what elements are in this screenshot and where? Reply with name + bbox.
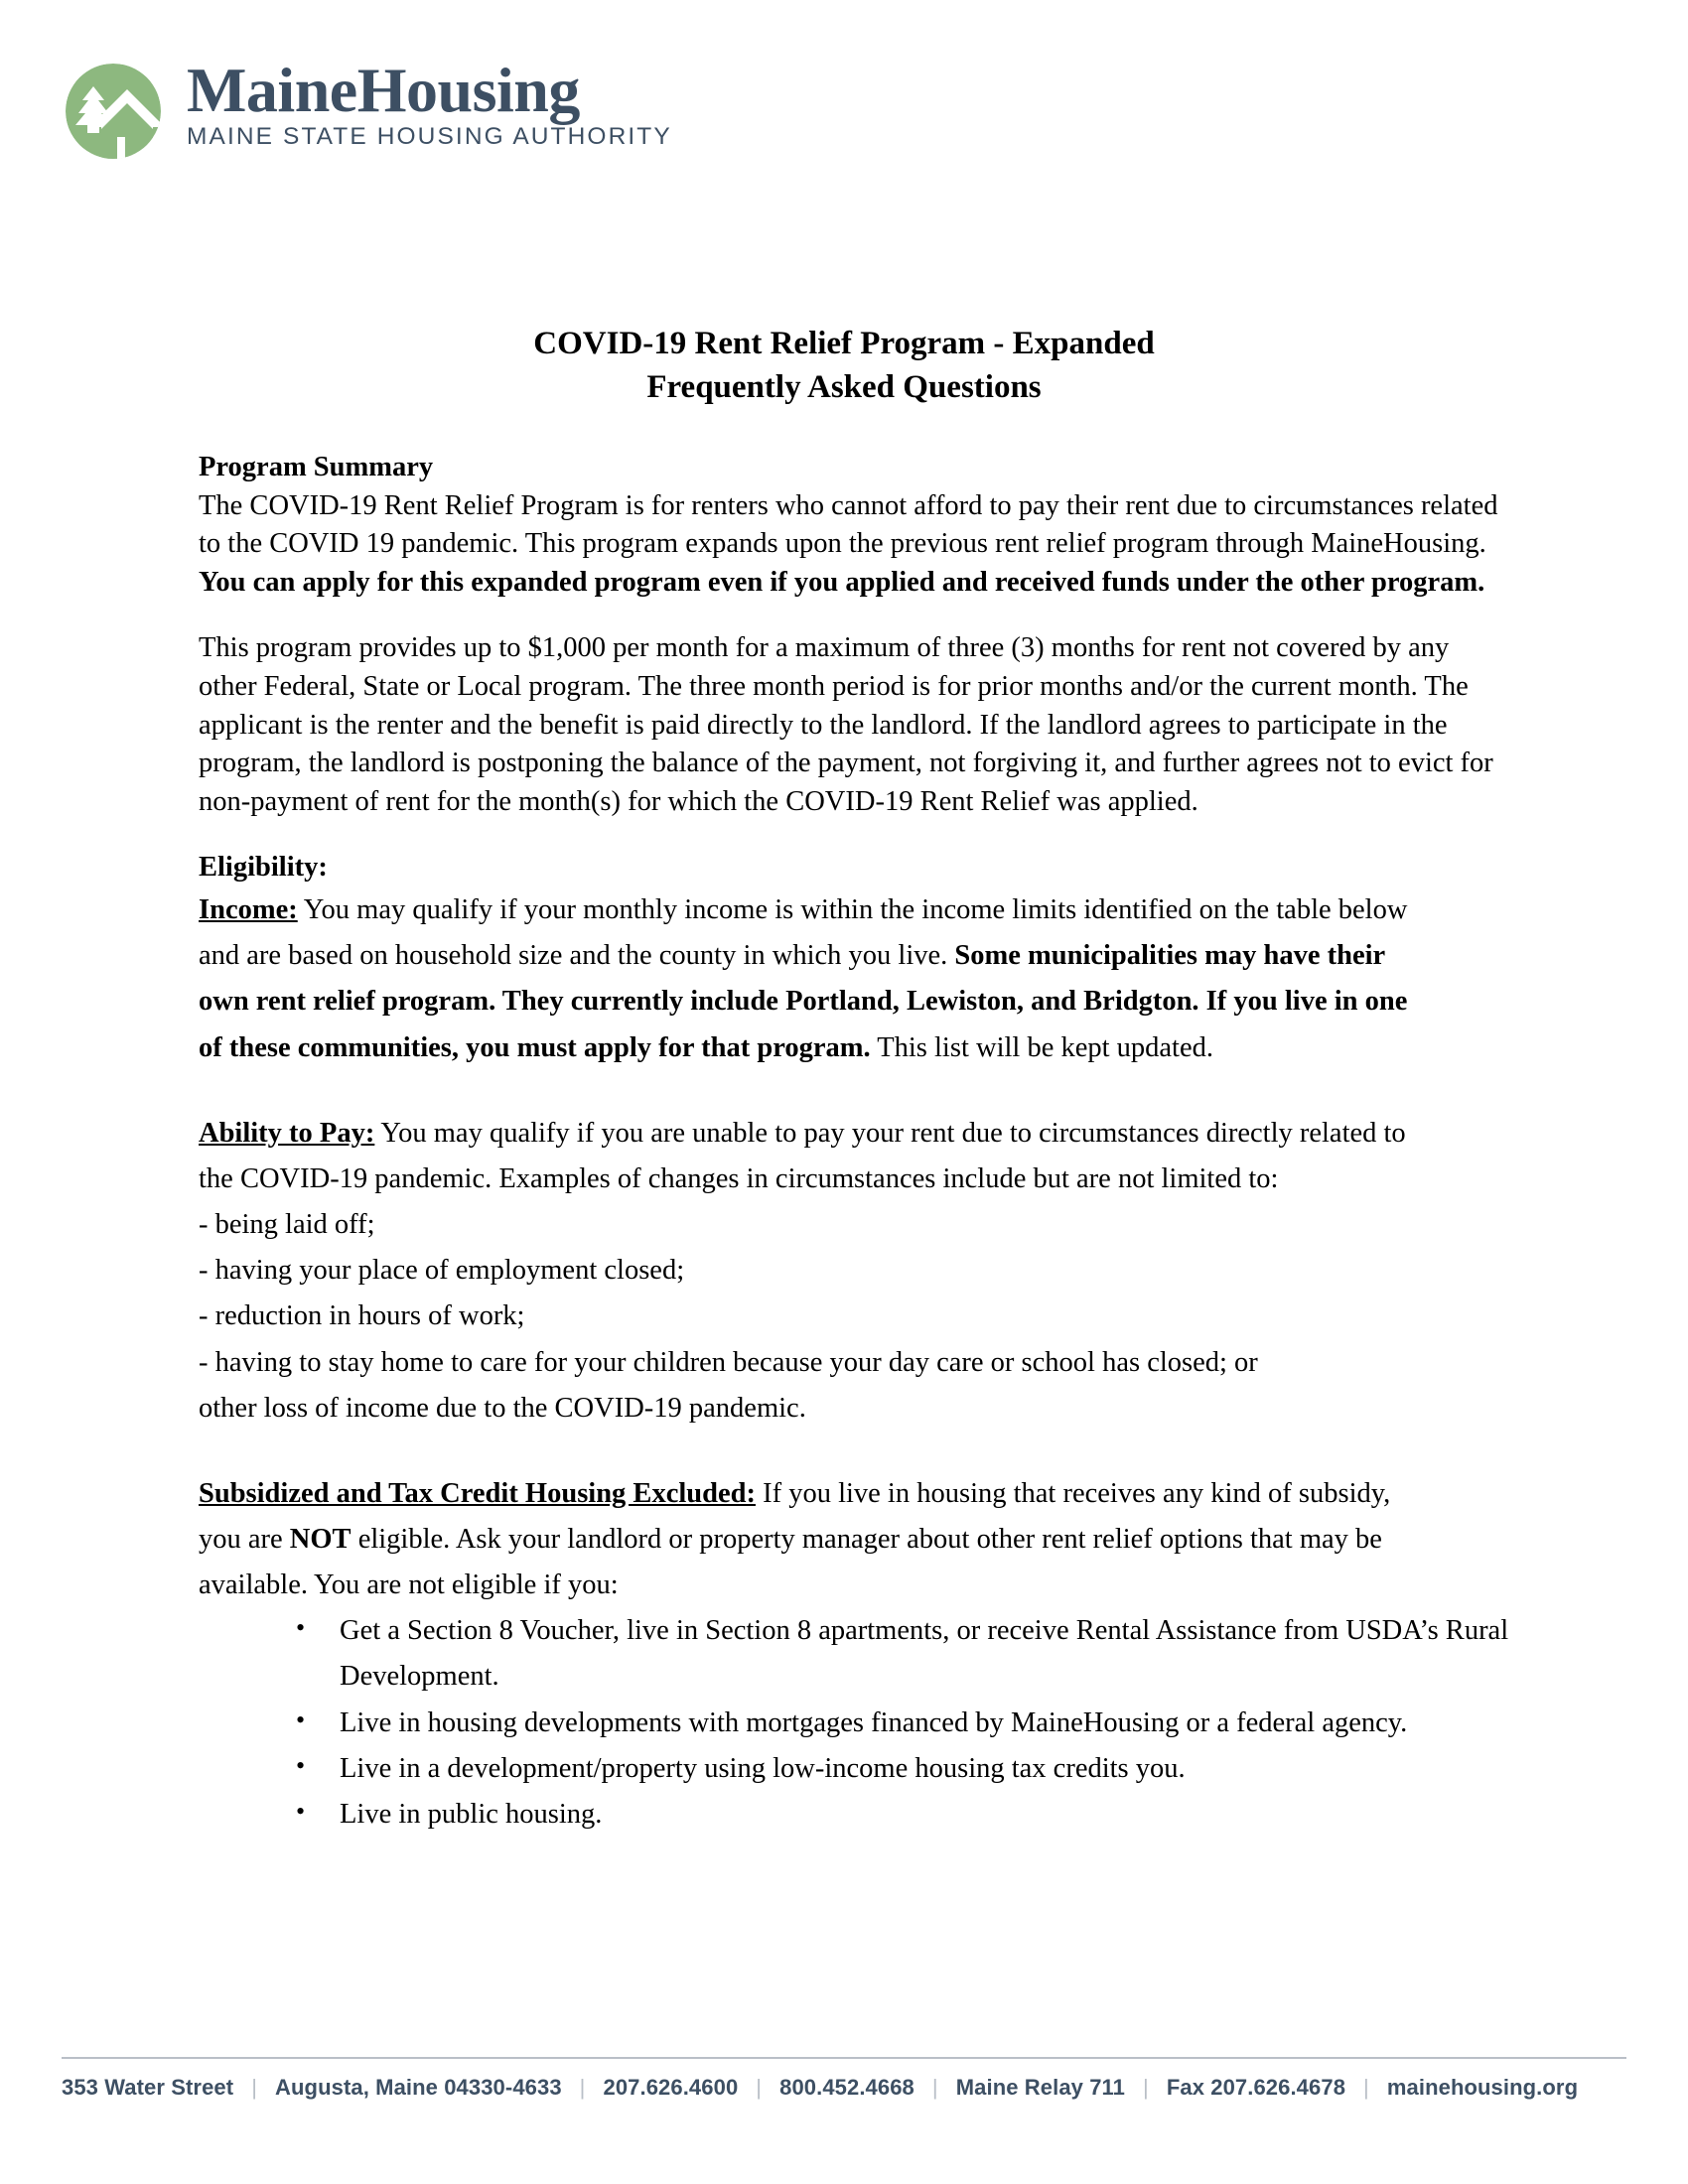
program-summary-paragraph-2: This program provides up to $1,000 per month for a maximum of three (3) months for rent not covered by any other Federal, State or Local program. The three month period is for prior months and/or the current month. The applicant is the renter and the benefit is paid directly to the landlord. If the landlord agrees to participate in the program, the landlord is postponing the balance of the payment, not forgiving it, and further agrees not to evict for non-payment of rent for the month(s) for which the COVID-19 Rent Relief was applied. <box>199 632 1493 817</box>
dash-list-item: - having your place of employment closed; <box>199 1255 685 1287</box>
footer-address-city: Augusta, Maine 04330-4633 <box>275 2075 562 2100</box>
summary-text-bold: You can apply for this expanded program even if you applied and received funds under the other program. <box>199 566 1485 598</box>
logo-wordmark: MaineHousing <box>187 55 580 125</box>
dash-list-item: - reduction in hours of work; <box>199 1300 525 1332</box>
ability-to-pay-closing: other loss of income due to the COVID-19 pandemic. <box>199 1392 806 1424</box>
footer-separator: | <box>756 2075 763 2100</box>
paragraph-spacer <box>199 602 1509 629</box>
income-text-a: You may qualify if your monthly income is within the income limits identified on the table below and are based on household size and the county in which you live. <box>199 894 1408 972</box>
excluded-text-a: If you live in housing that receives any kind of subsidy, you are <box>199 1477 1391 1555</box>
eligibility-heading: Eligibility: <box>199 852 328 884</box>
page-footer <box>62 2057 1626 2101</box>
logo-tagline: MAINE STATE HOUSING AUTHORITY <box>187 123 672 151</box>
footer-separator: | <box>1143 2075 1149 2100</box>
ability-to-pay-label: Ability to Pay: <box>199 1117 375 1149</box>
dash-list-item: - being laid off; <box>199 1209 375 1241</box>
program-summary-heading: Program Summary <box>199 452 434 482</box>
ability-to-pay-text: You may qualify if you are unable to pay your rent due to circumstances directly related to the COVID-19 pandemic. Examples of changes in circumstances include but are not limited to: <box>199 1117 1406 1194</box>
logo-text-block <box>187 55 672 151</box>
document-body <box>199 449 1509 1838</box>
dash-list-item: - having to stay home to care for your children because your day care or school has closed; or <box>199 1346 1258 1378</box>
paragraph-spacer <box>199 1432 1509 1471</box>
footer-website: mainehousing.org <box>1386 2075 1579 2100</box>
income-text-bold: Some municipalities may have their own rent relief program. They currently include Portland, Lewiston, and Bridgton. If you live in one of these communities, you must apply for that program. <box>199 940 1408 1063</box>
footer-separator: | <box>1363 2075 1369 2100</box>
title-line-2: Frequently Asked Questions <box>646 368 1042 405</box>
list-item: • Get a Section 8 Voucher, live in Section 8 apartments, or receive Rental Assistance from USDA’s Rural Development. <box>272 1608 1509 1700</box>
footer-separator: | <box>931 2075 938 2100</box>
summary-text-plain: The COVID-19 Rent Relief Program is for renters who cannot afford to pay their rent due to circumstances related to the COVID 19 pandemic. This program expands upon the previous rent relief program through MaineHousing. <box>199 489 1498 560</box>
footer-contact-bar <box>62 2075 1626 2101</box>
footer-maine-relay: Maine Relay 711 <box>955 2075 1125 2100</box>
excluded-text-b: eligible. Ask your landlord or property manager about other rent relief options that may be available. You are not eligible if you: <box>199 1523 1382 1601</box>
program-summary-paragraph-1 <box>199 487 1509 603</box>
income-text-b: This list will be kept updated. <box>870 1031 1214 1063</box>
list-item: • Live in a development/property using low-income housing tax credits you. <box>272 1746 1509 1792</box>
list-item: • Live in public housing. <box>272 1792 1509 1838</box>
house-pine-tree-circle-logo-icon <box>62 60 177 163</box>
income-paragraph <box>199 887 1436 1071</box>
ability-to-pay-paragraph <box>199 1111 1436 1202</box>
excluded-not-emphasis: NOT <box>289 1523 352 1555</box>
excluded-label: Subsidized and Tax Credit Housing Excluded: <box>199 1477 756 1509</box>
footer-divider <box>62 2057 1626 2059</box>
footer-phone-tollfree: 800.452.4668 <box>779 2075 914 2100</box>
footer-fax: Fax 207.626.4678 <box>1166 2075 1346 2100</box>
excluded-paragraph <box>199 1471 1436 1608</box>
paragraph-spacer <box>199 1071 1509 1111</box>
footer-separator: | <box>251 2075 258 2100</box>
excluded-bullet-list <box>199 1608 1509 1838</box>
list-item: • Live in housing developments with mortgages financed by MaineHousing or a federal agency. <box>272 1701 1509 1746</box>
letterhead-header <box>62 55 672 163</box>
income-label: Income: <box>199 894 298 926</box>
footer-separator: | <box>579 2075 586 2100</box>
title-line-1: COVID-19 Rent Relief Program - Expanded <box>533 326 1155 361</box>
footer-address-street: 353 Water Street <box>62 2075 234 2100</box>
page-title <box>0 323 1688 409</box>
footer-phone-local: 207.626.4600 <box>603 2075 739 2100</box>
paragraph-spacer <box>199 821 1509 849</box>
